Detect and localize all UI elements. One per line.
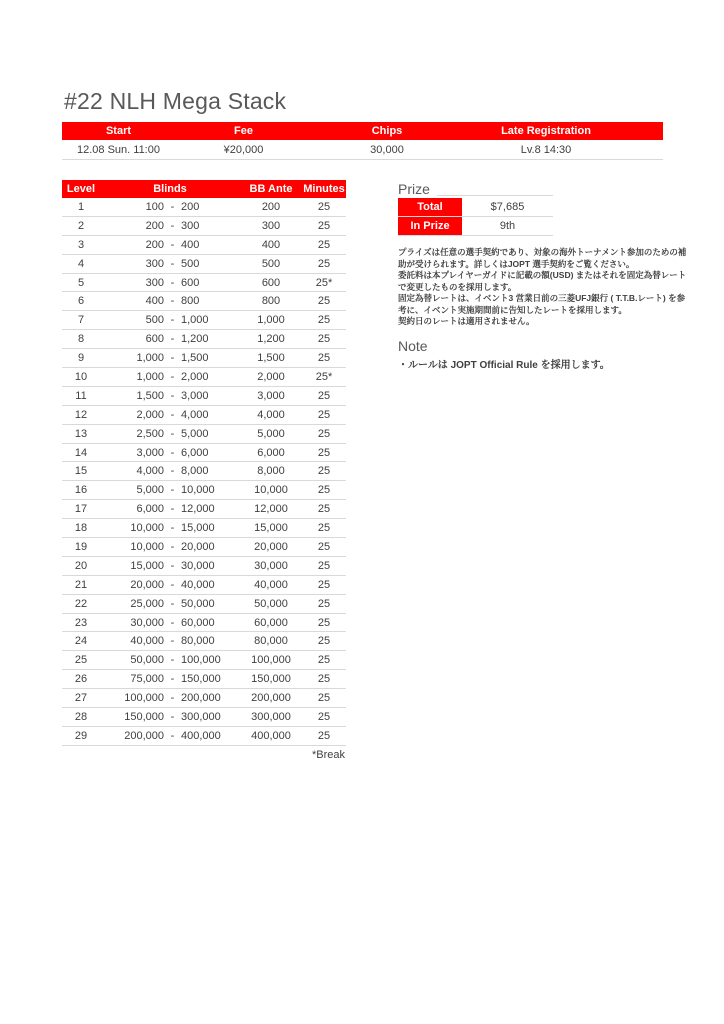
- structure-row: [62, 727, 346, 746]
- big-blind-value: 200,000: [181, 692, 221, 705]
- blinds-dash: -: [170, 333, 175, 346]
- blinds-cell: [100, 239, 240, 251]
- level-cell: 19: [74, 540, 88, 553]
- bb-ante-cell: 100,000: [251, 654, 291, 667]
- bb-ante-cell: 200,000: [251, 692, 291, 705]
- big-blind-value: 10,000: [181, 484, 215, 497]
- structure-row: [62, 500, 346, 519]
- blinds-cell: [100, 201, 240, 213]
- minutes-cell: 25: [317, 522, 331, 535]
- blinds-dash: -: [170, 616, 175, 629]
- prize-row: [398, 198, 553, 217]
- minutes-cell: 25: [317, 673, 331, 686]
- bb-ante-cell: 50,000: [254, 597, 288, 610]
- info-header-late-registration: Late Registration: [501, 125, 591, 137]
- small-blind-value: 500: [145, 314, 164, 327]
- blinds-cell: [100, 635, 240, 647]
- big-blind-value: 80,000: [181, 635, 215, 648]
- minutes-cell: 25: [317, 314, 331, 327]
- minutes-cell: 25*: [315, 370, 333, 383]
- bb-ante-cell: 400: [261, 238, 281, 251]
- blinds-cell: [100, 560, 240, 572]
- level-cell: 27: [74, 692, 88, 705]
- bb-ante-cell: 1,200: [257, 333, 285, 346]
- event-info-header: [62, 122, 663, 140]
- blinds-dash: -: [170, 484, 175, 497]
- big-blind-value: 1,200: [181, 333, 209, 346]
- bb-ante-cell: 500: [261, 257, 281, 270]
- minutes-cell: 25: [317, 408, 331, 421]
- blinds-cell: [100, 277, 240, 289]
- blinds-cell: [100, 295, 240, 307]
- level-cell: 18: [74, 522, 88, 535]
- prize-heading: Prize: [398, 181, 430, 197]
- blinds-cell: [100, 673, 240, 685]
- event-info-values: [62, 140, 663, 160]
- header-blinds: Blinds: [153, 183, 187, 195]
- small-blind-value: 200,000: [124, 729, 164, 742]
- big-blind-value: 40,000: [181, 578, 215, 591]
- level-cell: 9: [77, 352, 85, 365]
- big-blind-value: 15,000: [181, 522, 215, 535]
- bb-ante-cell: 400,000: [251, 729, 291, 742]
- small-blind-value: 150,000: [124, 710, 164, 723]
- level-cell: 25: [74, 654, 88, 667]
- blinds-cell: [100, 352, 240, 364]
- minutes-cell: 25: [317, 200, 331, 213]
- bb-ante-cell: 5,000: [257, 427, 285, 440]
- prize-row-value: 9th: [499, 220, 516, 232]
- structure-row: [62, 311, 346, 330]
- big-blind-value: 200: [181, 200, 200, 213]
- small-blind-value: 1,000: [136, 352, 164, 365]
- bb-ante-cell: 80,000: [254, 635, 288, 648]
- small-blind-value: 40,000: [130, 635, 164, 648]
- level-cell: 8: [77, 333, 85, 346]
- bb-ante-cell: 20,000: [254, 540, 288, 553]
- small-blind-value: 30,000: [130, 616, 164, 629]
- level-cell: 21: [74, 578, 88, 591]
- small-blind-value: 10,000: [130, 522, 164, 535]
- big-blind-value: 1,500: [181, 352, 209, 365]
- blinds-dash: -: [170, 673, 175, 686]
- bb-ante-cell: 3,000: [257, 389, 285, 402]
- structure-row: [62, 406, 346, 425]
- blinds-cell: [100, 465, 240, 477]
- level-cell: 14: [74, 446, 88, 459]
- structure-row: [62, 425, 346, 444]
- minutes-cell: 25: [317, 295, 331, 308]
- minutes-cell: 25: [317, 654, 331, 667]
- small-blind-value: 6,000: [136, 503, 164, 516]
- small-blind-value: 15,000: [130, 559, 164, 572]
- prize-row-label: In Prize: [398, 217, 462, 235]
- big-blind-value: 8,000: [181, 465, 209, 478]
- blinds-cell: [100, 654, 240, 666]
- bb-ante-cell: 40,000: [254, 578, 288, 591]
- blinds-dash: -: [170, 692, 175, 705]
- blinds-cell: [100, 333, 240, 345]
- level-cell: 7: [77, 314, 85, 327]
- blinds-dash: -: [170, 559, 175, 572]
- prize-heading-row: [398, 180, 553, 197]
- minutes-cell: 25: [317, 257, 331, 270]
- blinds-dash: -: [170, 578, 175, 591]
- small-blind-value: 100: [145, 200, 164, 213]
- structure-header: [62, 180, 346, 198]
- bb-ante-cell: 300,000: [251, 710, 291, 723]
- prize-table: [398, 198, 553, 236]
- terms-paragraph: 契約日のレートは適用されません。: [398, 316, 535, 326]
- structure-row: [62, 651, 346, 670]
- minutes-cell: 25: [317, 597, 331, 610]
- blinds-dash: -: [170, 710, 175, 723]
- terms-paragraph: 固定為替レートは、イベント3 営業日前の三菱UFJ銀行 ( T.T.B.レート) を参考に、イベント実施期間前に告知したレートを採用します。: [398, 293, 686, 315]
- big-blind-value: 1,000: [181, 314, 209, 327]
- level-cell: 10: [74, 370, 88, 383]
- small-blind-value: 2,000: [136, 408, 164, 421]
- blinds-cell: [100, 220, 240, 232]
- prize-row: [398, 217, 553, 236]
- big-blind-value: 400: [181, 238, 200, 251]
- structure-row: [62, 538, 346, 557]
- structure-row: [62, 670, 346, 689]
- level-cell: 22: [74, 597, 88, 610]
- structure-row: [62, 387, 346, 406]
- header-bb-ante: BB Ante: [249, 183, 293, 195]
- blind-structure-table: [62, 180, 346, 765]
- bb-ante-cell: 150,000: [251, 673, 291, 686]
- minutes-cell: 25: [317, 389, 331, 402]
- level-cell: 5: [77, 276, 85, 289]
- level-cell: 12: [74, 408, 88, 421]
- blinds-cell: [100, 484, 240, 496]
- level-cell: 4: [77, 257, 85, 270]
- big-blind-value: 600: [181, 276, 200, 289]
- big-blind-value: 3,000: [181, 389, 209, 402]
- blinds-cell: [100, 409, 240, 421]
- right-panel: [398, 180, 690, 373]
- note-heading: Note: [398, 337, 428, 354]
- small-blind-value: 25,000: [130, 597, 164, 610]
- blinds-cell: [100, 692, 240, 704]
- minutes-cell: 25: [317, 219, 331, 232]
- big-blind-value: 800: [181, 295, 200, 308]
- structure-row: [62, 614, 346, 633]
- blinds-dash: -: [170, 446, 175, 459]
- blinds-cell: [100, 503, 240, 515]
- blinds-cell: [100, 428, 240, 440]
- bb-ante-cell: 6,000: [257, 446, 285, 459]
- structure-row: [62, 255, 346, 274]
- structure-row: [62, 595, 346, 614]
- structure-rows: [62, 198, 346, 746]
- blinds-dash: -: [170, 295, 175, 308]
- minutes-cell: 25: [317, 540, 331, 553]
- blinds-cell: [100, 390, 240, 402]
- minutes-cell: 25: [317, 446, 331, 459]
- bb-ante-cell: 300: [261, 219, 281, 232]
- blinds-cell: [100, 314, 240, 326]
- blinds-dash: -: [170, 276, 175, 289]
- structure-row: [62, 330, 346, 349]
- level-cell: 17: [74, 503, 88, 516]
- small-blind-value: 1,000: [136, 370, 164, 383]
- small-blind-value: 200: [145, 219, 164, 232]
- bb-ante-cell: 600: [261, 276, 281, 289]
- big-blind-value: 6,000: [181, 446, 209, 459]
- prize-heading-rule: [437, 195, 553, 196]
- minutes-cell: 25: [317, 465, 331, 478]
- small-blind-value: 200: [145, 238, 164, 251]
- info-header-chips: Chips: [371, 125, 403, 137]
- small-blind-value: 1,500: [136, 389, 164, 402]
- level-cell: 24: [74, 635, 88, 648]
- small-blind-value: 5,000: [136, 484, 164, 497]
- structure-row: [62, 217, 346, 236]
- big-blind-value: 150,000: [181, 673, 221, 686]
- big-blind-value: 400,000: [181, 729, 221, 742]
- minutes-cell: 25: [317, 729, 331, 742]
- page-title: #22 NLH Mega Stack: [64, 88, 287, 114]
- info-header-fee: Fee: [234, 125, 253, 137]
- header-level: Level: [66, 183, 96, 195]
- minutes-cell: 25: [317, 427, 331, 440]
- minutes-cell: 25: [317, 635, 331, 648]
- blinds-dash: -: [170, 654, 175, 667]
- blinds-dash: -: [170, 408, 175, 421]
- minutes-cell: 25: [317, 710, 331, 723]
- blinds-dash: -: [170, 238, 175, 251]
- terms-paragraph: プライズは任意の選手契約であり、対象の海外トーナメント参加のための補助が受けられます。詳しくはJOPT 選手契約をご覧ください。: [398, 247, 687, 269]
- blinds-dash: -: [170, 729, 175, 742]
- minutes-cell: 25: [317, 578, 331, 591]
- bb-ante-cell: 30,000: [254, 559, 288, 572]
- big-blind-value: 5,000: [181, 427, 209, 440]
- bb-ante-cell: 1,000: [257, 314, 285, 327]
- level-cell: 6: [77, 295, 85, 308]
- bb-ante-cell: 12,000: [254, 503, 288, 516]
- small-blind-value: 2,500: [136, 427, 164, 440]
- level-cell: 20: [74, 559, 88, 572]
- minutes-cell: 25: [317, 616, 331, 629]
- big-blind-value: 100,000: [181, 654, 221, 667]
- blinds-dash: -: [170, 465, 175, 478]
- blinds-dash: -: [170, 314, 175, 327]
- blinds-cell: [100, 258, 240, 270]
- event-info-table: [62, 122, 663, 160]
- blinds-cell: [100, 579, 240, 591]
- big-blind-value: 300: [181, 219, 200, 232]
- small-blind-value: 300: [145, 257, 164, 270]
- blinds-cell: [100, 711, 240, 723]
- break-footnote: *Break: [311, 748, 345, 761]
- prize-row-value: $7,685: [490, 201, 525, 213]
- structure-row: [62, 236, 346, 255]
- blinds-dash: -: [170, 597, 175, 610]
- bb-ante-cell: 15,000: [254, 522, 288, 535]
- blinds-dash: -: [170, 635, 175, 648]
- header-minutes: Minutes: [303, 183, 345, 195]
- info-value-fee: ¥20,000: [223, 143, 264, 156]
- level-cell: 3: [77, 238, 85, 251]
- structure-row: [62, 292, 346, 311]
- minutes-cell: 25: [317, 503, 331, 516]
- bb-ante-cell: 2,000: [257, 370, 285, 383]
- small-blind-value: 20,000: [130, 578, 164, 591]
- structure-row: [62, 519, 346, 538]
- big-blind-value: 2,000: [181, 370, 209, 383]
- blinds-dash: -: [170, 370, 175, 383]
- big-blind-value: 300,000: [181, 710, 221, 723]
- level-cell: 26: [74, 673, 88, 686]
- blinds-dash: -: [170, 219, 175, 232]
- small-blind-value: 100,000: [124, 692, 164, 705]
- big-blind-value: 4,000: [181, 408, 209, 421]
- small-blind-value: 300: [145, 276, 164, 289]
- structure-row: [62, 444, 346, 463]
- blinds-dash: -: [170, 352, 175, 365]
- bb-ante-cell: 8,000: [257, 465, 285, 478]
- bb-ante-cell: 200: [261, 200, 281, 213]
- minutes-cell: 25*: [315, 276, 333, 289]
- blinds-dash: -: [170, 257, 175, 270]
- level-cell: 29: [74, 729, 88, 742]
- small-blind-value: 3,000: [136, 446, 164, 459]
- small-blind-value: 600: [145, 333, 164, 346]
- info-value-start: 12.08 Sun. 11:00: [77, 143, 160, 156]
- blinds-dash: -: [170, 200, 175, 213]
- blinds-cell: [100, 541, 240, 553]
- structure-row: [62, 462, 346, 481]
- blinds-dash: -: [170, 389, 175, 402]
- big-blind-value: 50,000: [181, 597, 215, 610]
- info-header-start: Start: [105, 125, 132, 137]
- small-blind-value: 4,000: [136, 465, 164, 478]
- level-cell: 28: [74, 710, 88, 723]
- blinds-cell: [100, 617, 240, 629]
- japanese-terms-text: [398, 247, 690, 328]
- big-blind-value: 30,000: [181, 559, 215, 572]
- minutes-cell: 25: [317, 559, 331, 572]
- minutes-cell: 25: [317, 352, 331, 365]
- blinds-dash: -: [170, 503, 175, 516]
- structure-row: [62, 689, 346, 708]
- small-blind-value: 10,000: [130, 540, 164, 553]
- level-cell: 16: [74, 484, 88, 497]
- minutes-cell: 25: [317, 333, 331, 346]
- bb-ante-cell: 1,500: [257, 352, 285, 365]
- small-blind-value: 50,000: [130, 654, 164, 667]
- minutes-cell: 25: [317, 484, 331, 497]
- note-items: [398, 358, 690, 373]
- structure-row: [62, 198, 346, 217]
- blinds-cell: [100, 598, 240, 610]
- structure-row: [62, 349, 346, 368]
- bb-ante-cell: 10,000: [254, 484, 288, 497]
- structure-row: [62, 557, 346, 576]
- bb-ante-cell: 4,000: [257, 408, 285, 421]
- small-blind-value: 75,000: [130, 673, 164, 686]
- big-blind-value: 500: [181, 257, 200, 270]
- blinds-cell: [100, 371, 240, 383]
- info-value-chips: 30,000: [370, 143, 404, 156]
- minutes-cell: 25: [317, 692, 331, 705]
- structure-row: [62, 632, 346, 651]
- bb-ante-cell: 60,000: [254, 616, 288, 629]
- note-section: [398, 338, 690, 373]
- blinds-dash: -: [170, 522, 175, 535]
- blinds-cell: [100, 730, 240, 742]
- big-blind-value: 60,000: [181, 616, 215, 629]
- terms-paragraph: 委託料は本プレイヤーガイドに記載の額(USD) またはそれを固定為替レートで変更したものを採用します。: [398, 270, 687, 292]
- blinds-dash: -: [170, 427, 175, 440]
- level-cell: 15: [74, 465, 88, 478]
- prize-row-label: Total: [398, 198, 462, 216]
- level-cell: 2: [77, 219, 85, 232]
- big-blind-value: 20,000: [181, 540, 215, 553]
- note-item: ・ルールは JOPT Official Rule を採用します。: [398, 359, 610, 371]
- structure-row: [62, 708, 346, 727]
- minutes-cell: 25: [317, 238, 331, 251]
- level-cell: 1: [77, 200, 85, 213]
- blinds-cell: [100, 522, 240, 534]
- level-cell: 11: [75, 389, 87, 402]
- small-blind-value: 400: [145, 295, 164, 308]
- info-value-late-registration: Lv.8 14:30: [520, 143, 572, 156]
- structure-row: [62, 368, 346, 387]
- structure-row: [62, 576, 346, 595]
- level-cell: 23: [74, 616, 88, 629]
- bb-ante-cell: 800: [261, 295, 281, 308]
- blinds-cell: [100, 447, 240, 459]
- structure-row: [62, 481, 346, 500]
- level-cell: 13: [74, 427, 88, 440]
- big-blind-value: 12,000: [181, 503, 215, 516]
- structure-row: [62, 274, 346, 293]
- blinds-dash: -: [170, 540, 175, 553]
